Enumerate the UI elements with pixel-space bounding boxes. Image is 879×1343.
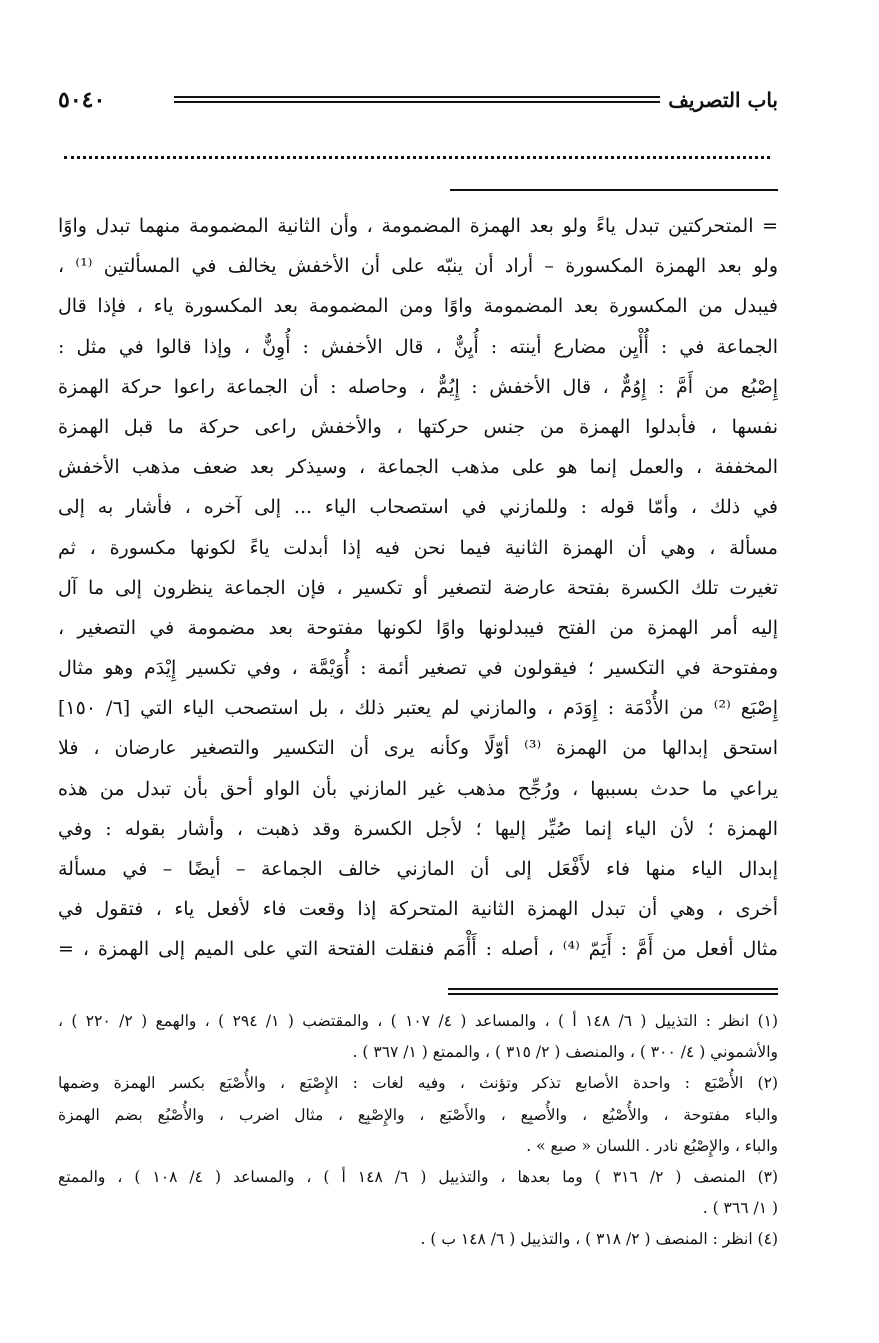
text-line: في ذلك ، وأمّا قوله : وللمازني في استصحاب الياء ... إلى آخره ، فأشار به إلى (58, 496, 778, 519)
footnote-line: والباء ، والإِصْبُع نادر . اللسان « صبع » . (526, 1136, 778, 1155)
chapter-title: باب التصريف (668, 88, 778, 112)
text-line: الجماعة في : أُأْيِن مضارع أينته : أُيِنٌّ ، قال الأخفش : أُوِنٌّ ، وإذا قالوا في مثل : (58, 335, 778, 358)
text-line: = المتحركتين تبدل ياءً ولو بعد الهمزة المضمومة ، وأن الثانية المضمومة منهما تبدل واوًا (58, 215, 778, 237)
text-line: إليه أمر الهمزة من الفتح فيبدلونها واوًا لكونها مفتوحة بعد مضمومة في التصغير ، (58, 616, 778, 639)
text-line: ومفتوحة في التكسير ؛ فيقولون في تصغير أئمة : أُوَيْمَّة ، وفي تكسير إِيْدَم وهو مثال (58, 657, 778, 680)
page-number: ٥٠٤٠ (58, 87, 106, 113)
footnotes (58, 1006, 778, 1256)
text-line: مسألة ، وهي أن الهمزة الثانية فيما نحن فيه إذا أبدلت ياءً لكونها مكسورة ، ثم (58, 536, 778, 559)
text-line: ولو بعد الهمزة المكسورة – أراد أن ينبّه على أن الأخفش يخالف في المسألتين ⁽¹⁾ ، (58, 255, 778, 278)
text-line: الهمزة ؛ لأن الياء إنما صُيِّر إليها ؛ لأجل الكسرة وقد ذهبت ، وأشار بقوله : وفي (58, 817, 778, 840)
text-line: يراعي ما حدث بسببها ، ورُجِّح مذهب غير المازني بأن الواو أحق بأن تبدل من هذه (58, 777, 778, 800)
footnote-line: (٢) الأُصْبَع : واحدة الأصابع تذكر وتؤنث ، وفيه لغات : الإِصْبَع ، والأُصْبَع بكسر الهمزة وضمها (58, 1074, 778, 1093)
text-line: إِصْبَع ⁽²⁾ من الأُدْمَة : إِوَدَم ، والمازني لم يعتبر ذلك ، بل استصحب الياء التي [٦/ ١٥٠] (58, 697, 778, 720)
footnote-separator (448, 988, 778, 995)
footnote-line: (٣) المنصف ( ٢/ ٣١٦ ) وما بعدها ، والتذييل ( ٦/ ١٤٨ أ ) ، والمساعد ( ٤/ ١٠٨ ) ، والممتع (58, 1167, 778, 1186)
text-line: المخففة ، والعمل إنما هو على مذهب الجماعة ، وسيذكر بعد ضعف مذهب الأخفش (58, 456, 778, 479)
book-page (58, 0, 778, 1343)
header-double-rule (174, 96, 660, 103)
footnote-line: (١) انظر : التذييل ( ٦/ ١٤٨ أ ) ، والمساعد ( ٤/ ١٠٧ ) ، والمقتضب ( ١/ ٢٩٤ ) ، والهمع ( ٢/ ٢٢٠ ) ، (58, 1012, 778, 1030)
footnote-line: ( ١/ ٣٦٦ ) . (702, 1199, 778, 1218)
text-line: إبدال الياء منها فاء لأَفْعَل إلى أن المازني خالف الجماعة – أيضًا – في مسألة (58, 858, 778, 880)
text-line: تغيرت تلك الكسرة بفتحة عارضة لتصغير أو تكسير ، فإن الجماعة ينظرون إلى ما آل (58, 576, 778, 599)
section-rule (450, 189, 778, 191)
main-text (58, 206, 778, 970)
text-line: أخرى ، وهي أن تبدل الهمزة الثانية المتحركة إذا وقعت فاء لأفعل ياء ، فتقول في (58, 898, 778, 921)
dotted-separator (64, 146, 770, 159)
text-line: إِصْبُع من أَمَّ : إِوُمٌّ ، قال الأخفش : إِيُمٌّ ، وحاصله : أن الجماعة راعوا حركة الهمزة (58, 375, 778, 398)
footnote-line: والباء مفتوحة ، والأُصْبُع ، والأُصبِع ، والأَصْبَع ، والإِصْبِع ، مثال اضرب ، والأُصْبُع بضم الهمزة (58, 1105, 778, 1124)
text-line: نفسها ، فأبدلوا الهمزة من جنس حركتها ، والأخفش راعى حركة ما قبل الهمزة (58, 415, 778, 438)
footnote-line: والأشموني ( ٤/ ٣٠٠ ) ، والمنصف ( ٢/ ٣١٥ ) ، والممتع ( ١/ ٣٦٧ ) . (352, 1043, 778, 1062)
footnote-line: (٤) انظر : المنصف ( ٢/ ٣١٨ ) ، والتذييل ( ٦/ ١٤٨ ب ) . (420, 1230, 778, 1249)
text-line: مثال أفعل من أَمَّ : أَيَمّ ⁽⁴⁾ ، أصله : أَأْمَم فنقلت الفتحة التي على الميم إلى الهمزة ، = (58, 938, 778, 961)
page-header (58, 82, 778, 118)
text-line: فيبدل من المكسورة بعد المضمومة واوًا ومن المضمومة بعد المكسورة ياء ، فإذا قال (58, 295, 778, 318)
text-line: استحق إبدالها من الهمزة ⁽³⁾ أوّلًا وكأنه يرى أن التكسير والتصغير عارضان ، فلا (58, 737, 778, 760)
